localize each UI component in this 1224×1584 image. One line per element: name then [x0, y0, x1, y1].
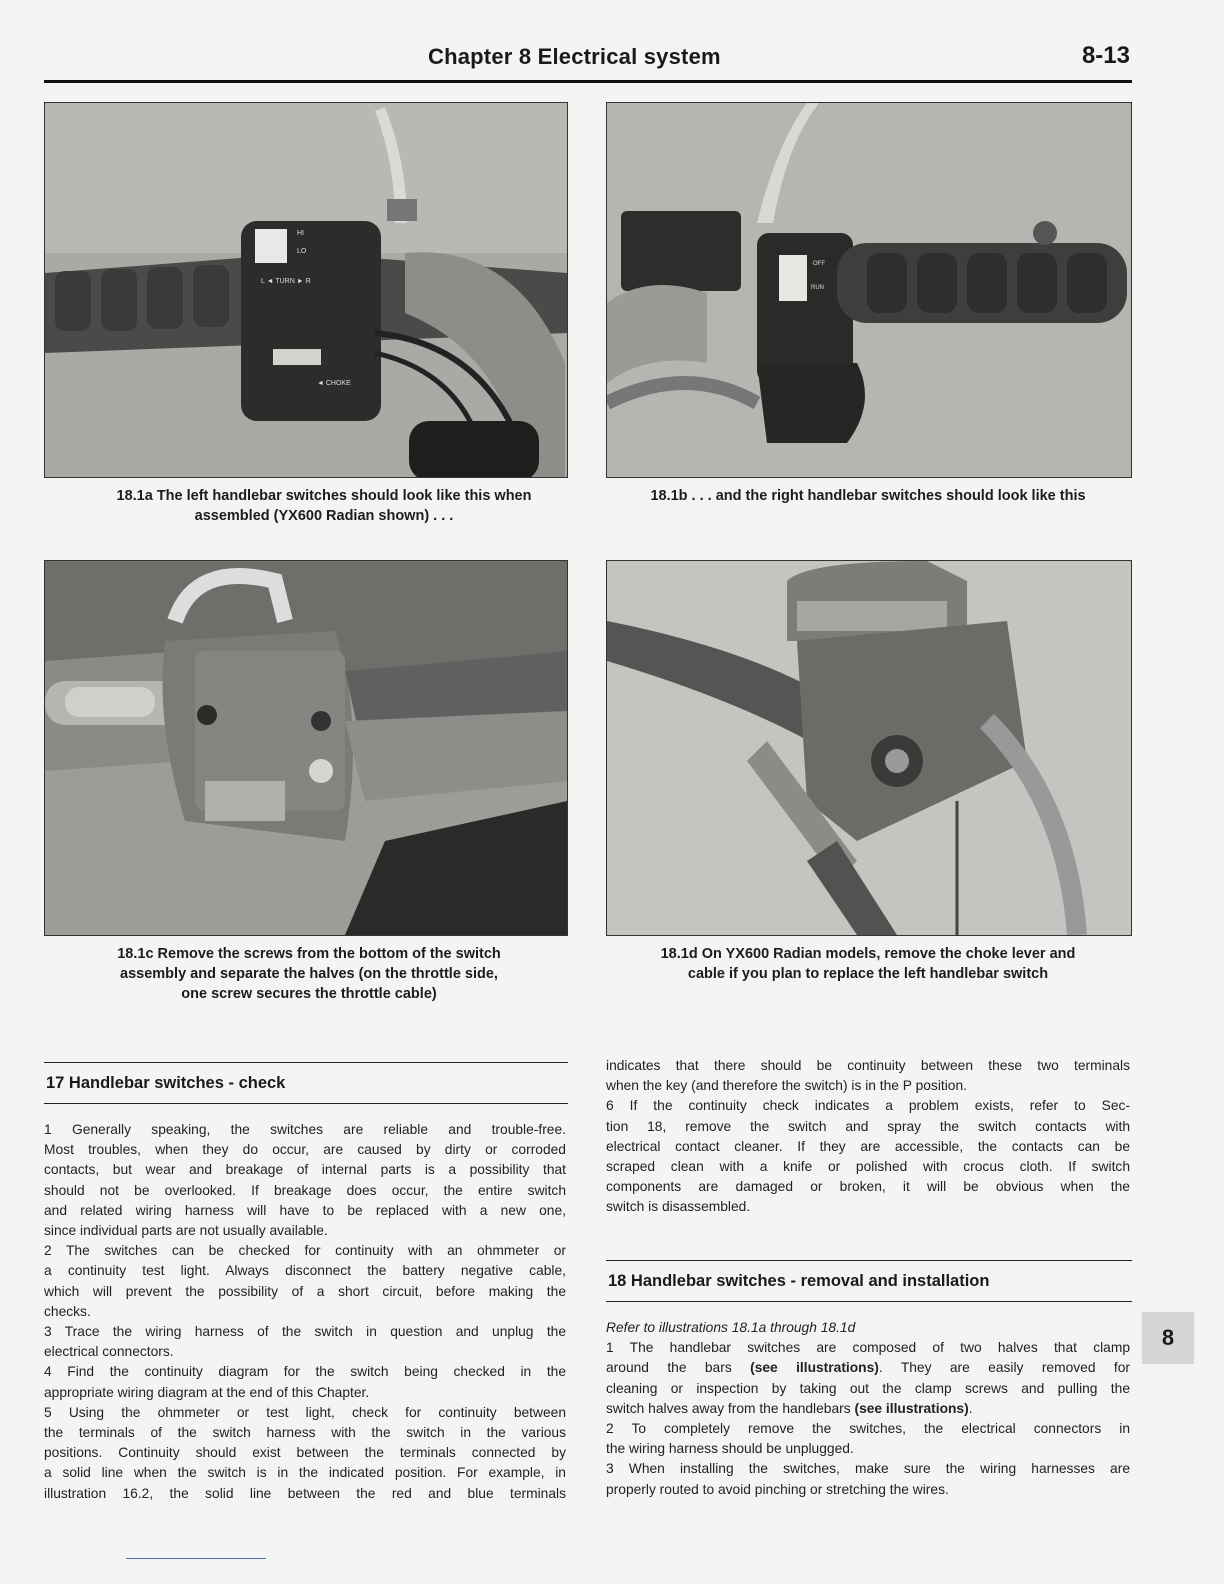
- section-18-reference: Refer to illustrations 18.1a through 18.1d: [606, 1320, 856, 1335]
- footer-rule: [126, 1558, 266, 1559]
- label-hi: HI: [297, 230, 304, 237]
- section-17-text-continued: indicates that there should be continuity between these two terminals when the key (and therefore the switch) is in the P position. 6 If the continuity check indicates a problem exists, refer to Sec- tion 18, remove the switch and spray the switch contacts with electrical contact cleaner. If they are accessible, the contacts can be scraped clean with a knife or polished with crocus cloth. If switch components are damaged or broken, it will be obvious when the switch is disassembled.: [606, 1058, 1130, 1215]
- caption-18-1d: 18.1d On YX600 Radian models, remove the choke lever and cable if you plan to replace the left handlebar switch: [660, 946, 1076, 982]
- label-run: RUN: [811, 285, 824, 291]
- section-17-heading: 17 Handlebar switches - check: [44, 1062, 568, 1104]
- photo-18-1b: [606, 102, 1132, 478]
- page-number: 8-13: [1081, 42, 1130, 69]
- label-turn: L ◄ TURN ► R: [261, 278, 311, 285]
- photo-18-1c: [44, 560, 568, 936]
- see-illustrations-ref: (see illustrations): [854, 1400, 969, 1416]
- chapter-title: Chapter 8 Electrical system: [428, 44, 721, 69]
- caption-18-1c: 18.1c Remove the screws from the bottom of the switch assembly and separate the halves (on the throttle side, one screw secures the throttle cable): [117, 946, 501, 1002]
- photo-18-1a: [44, 102, 568, 478]
- left-switch-photo: [45, 103, 567, 477]
- label-choke: ◄ CHOKE: [317, 380, 351, 387]
- section-18-heading: 18 Handlebar switches - removal and installation: [606, 1260, 1132, 1302]
- choke-lever-photo: [607, 561, 1131, 935]
- right-switch-photo: [607, 103, 1131, 477]
- chapter-tab: 8: [1142, 1312, 1194, 1364]
- section-17-text: 1 Generally speaking, the switches are reliable and trouble-free. Most troubles, when they do occur, are caused by dirty or corroded contacts, but wear and breakage of internal parts is a possibility that should not be overlooked. If breakage does occur, the entire switch and related wiring harness will have to be replaced with a new one, since individual parts are not usually available. 2 The switches can be checked for continuity with an ohmmeter or a continuity test light. Always disconnect the battery negative cable, which will prevent the possibility of a short circuit, before making the checks. 3 Trace the wiring harness of the switch in question and unplug the electrical connectors. 4 Find the continuity diagram for the switch being checked in the appropriate wiring diagram at the end of this Chapter. 5 Using the ohmmeter or test light, check for continuity between the terminals of the switch harness with the switch in the various positions. Continuity should exist between the terminals connected by a solid line when the switch is in the indicated position. For example, in illustration 16.2, the solid line between the red and blue terminals: [44, 1122, 566, 1501]
- caption-18-1b: 18.1b . . . and the right handlebar switches should look like this: [650, 488, 1086, 504]
- photo-18-1d: [606, 560, 1132, 936]
- see-illustrations-ref: (see illustrations): [750, 1360, 879, 1376]
- label-off: OFF: [813, 261, 825, 267]
- switch-screws-photo: [45, 561, 567, 935]
- section-18-text: Refer to illustrations 18.1a through 18.1d 1 The handlebar switches are composed of two halves that clamp around the bars (see illustrations). They are easily removed for cleaning or inspection by taking out the clamp screws and pulling the switch halves away from the handlebars (see illustrations). 2 To completely remove the switches, the electrical connectors in the wiring harness should be unplugged. 3 When installing the switches, make sure the wiring harnesses are properly routed to avoid pinching or stretching the wires.: [606, 1320, 1130, 1497]
- label-lo: LO: [297, 248, 307, 255]
- caption-18-1a: 18.1a The left handlebar switches should look like this when assembled (YX600 Radian shown) . . .: [116, 488, 532, 524]
- page-header: [44, 40, 1132, 83]
